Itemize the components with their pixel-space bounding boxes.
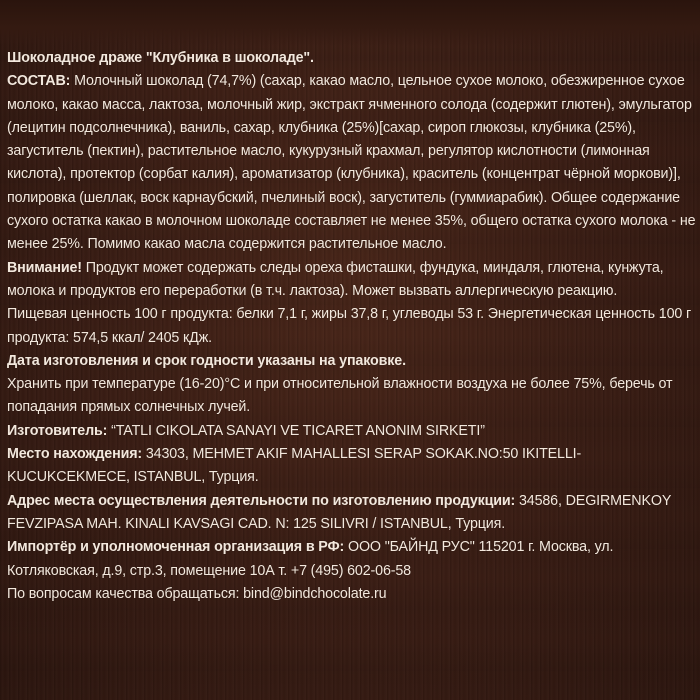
importer-text: ООО "БАЙНД РУС" 115201 г. Москва, ул. Котляковская, д.9, стр.3, помещение 10А т. +7 (495) 602-06-58 [7, 539, 614, 579]
composition-label: СОСТАВ: [7, 73, 71, 90]
composition-text: Молочный шоколад (74,7%) (сахар, какао масло, цельное сухое молоко, обезжиренное сухое молоко, какао масса, лактоза, молочный жир, экстракт ячменного солода (содержит глютен), эмульгатор (лецитин подсолнечника), ваниль, сахар, клубника (25%)[сахар, сироп глюкозы, клубника (25%), загуститель (пектин), растительное масло, кукурузный крахмал, регулятор кислотности (лимонная кислота), протектор (сорбат калия), ароматизатор (клубника), краситель (концентрат чёрной моркови)], полировка (шеллак, воск карнаубский, пчелиный воск), загуститель (гуммиарабик). Общее содержание сухого остатка какао в молочном шоколаде составляет не менее 35%, общего остатка сухого молока - не менее 25%. Помимо какао масла содержится растительное масло. [7, 73, 696, 253]
manufacturer-paragraph [7, 420, 697, 443]
location-label: Место нахождения: [7, 446, 143, 463]
warning-text: Продукт может содержать следы ореха фисташки, фундука, миндаля, глютена, кунжута, молока и продуктов его переработки (в т.ч. лактоза). Может вызвать аллергическую реакцию. [7, 259, 664, 299]
importer-paragraph [7, 536, 697, 583]
location-paragraph [7, 443, 697, 490]
activity-address-text: 34586, DEGIRMENKOY FEVZIPASA MAH. KINALI KAVSAGI CAD. N: 125 SILIVRI / ISTANBUL, Турция. [7, 492, 671, 532]
quality-contact: По вопросам качества обращаться: bind@bindchocolate.ru [7, 585, 387, 602]
top-shadow-band [0, 0, 700, 46]
activity-address-label: Адрес места осуществления деятельности по изготовлению продукции: [7, 492, 516, 509]
activity-address-paragraph [7, 490, 697, 537]
composition-paragraph [7, 70, 697, 256]
manufacturer-label: Изготовитель: [7, 422, 108, 439]
nutrition-paragraph: Пищевая ценность 100 г продукта: белки 7,1 г, жиры 37,8 г, углеводы 53 г. Энергетическая ценность 100 г продукта: 574,5 ккал/ 2405 кДж. [7, 306, 692, 346]
location-text: 34303, MEHMET AKIF MAHALLESI SERAP SOKAK.NO:50 IKITELLI-KUCUKCEKMECE, ISTANBUL, Турция. [7, 446, 582, 486]
warning-paragraph [7, 257, 697, 304]
manufacturer-text: “TATLI CIKOLATA SANAYI VE TICARET ANONIM SIRKETI” [107, 422, 485, 439]
dates-note: Дата изготовления и срок годности указаны на упаковке. [7, 352, 406, 369]
product-title: Шоколадное драже "Клубника в шоколаде". [7, 50, 314, 66]
warning-label: Внимание! [7, 259, 82, 276]
product-label-text [7, 47, 697, 606]
storage-paragraph: Хранить при температуре (16-20)°С и при относительной влажности воздуха не более 75%, беречь от попадания прямых солнечных лучей. [7, 376, 673, 416]
importer-label: Импортёр и уполномоченная организация в РФ: [7, 539, 345, 556]
